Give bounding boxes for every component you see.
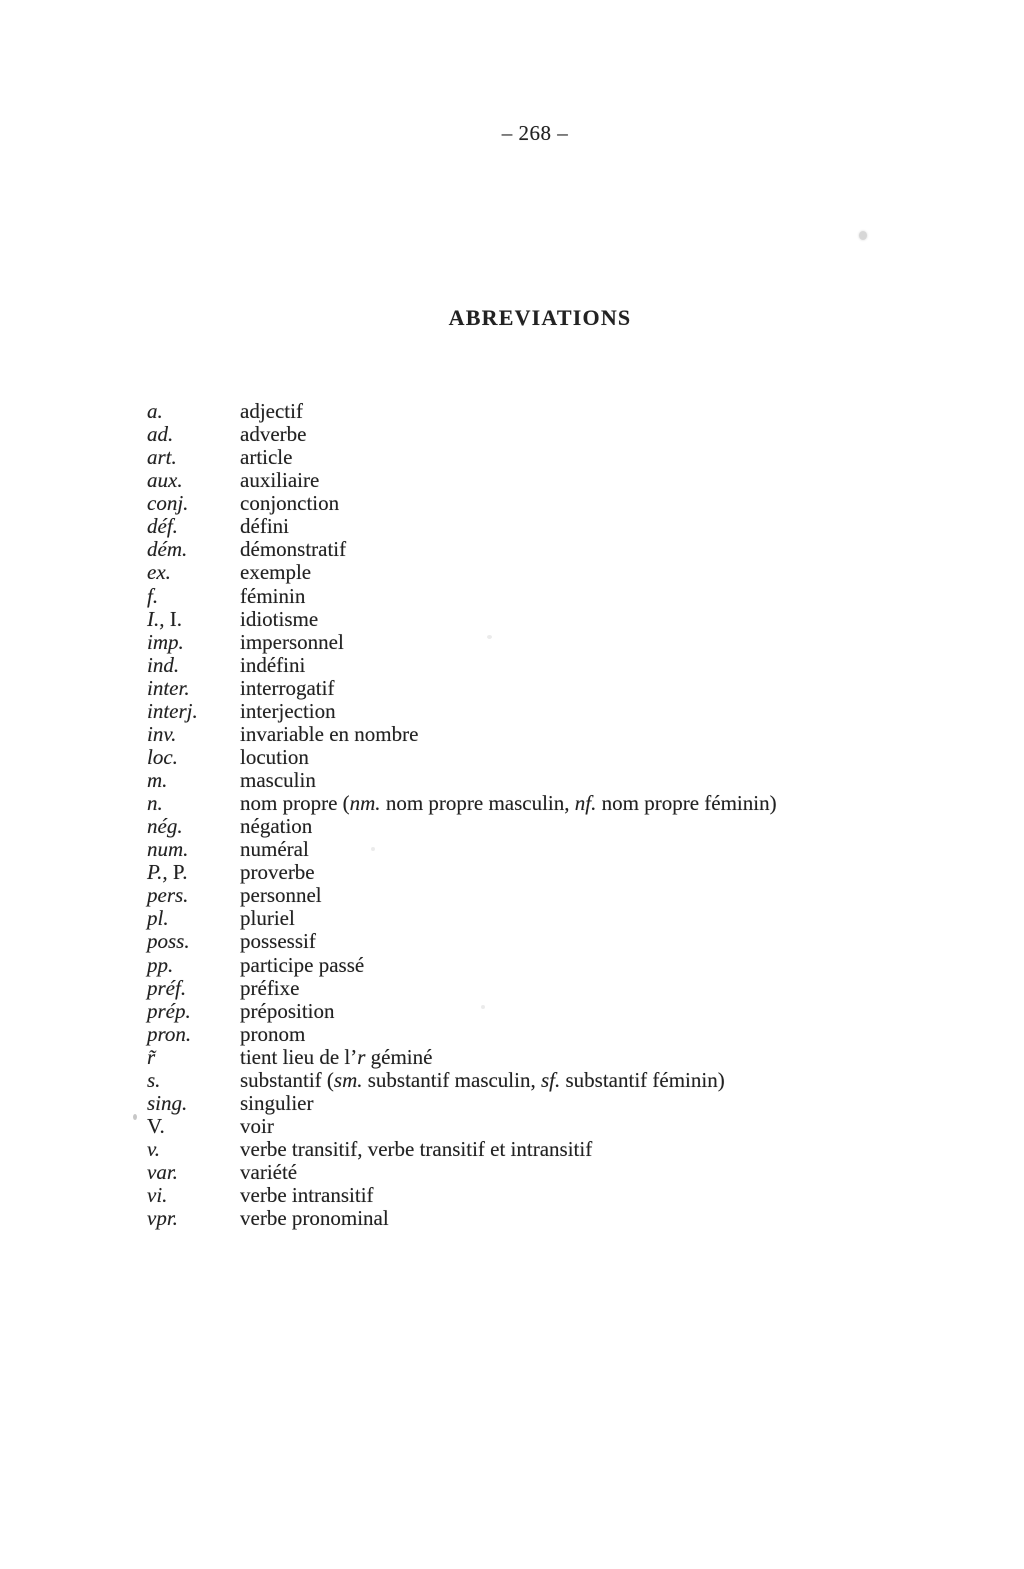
list-item — [147, 700, 777, 723]
list-item — [147, 446, 777, 469]
list-item — [147, 977, 777, 1000]
italic-text-run: poss. — [147, 929, 190, 954]
abbreviation-list — [147, 400, 777, 1230]
list-item — [147, 1023, 777, 1046]
text-run: verbe transitif, verbe transitif et intransitif — [240, 1137, 593, 1161]
abbreviation-term — [147, 930, 240, 953]
abbreviation-definition — [240, 838, 777, 861]
abbreviation-definition — [240, 677, 777, 700]
list-item — [147, 1092, 777, 1115]
abbreviation-term — [147, 561, 240, 584]
text-run: nom propre féminin) — [596, 791, 777, 816]
italic-text-run: loc. — [147, 744, 178, 769]
italic-text-run: I., — [147, 606, 170, 631]
text-run: invariable en nombre — [240, 721, 419, 746]
scan-speck — [371, 847, 375, 851]
abbreviation-term — [147, 769, 240, 792]
abbreviation-term — [147, 1023, 240, 1046]
abbreviation-definition — [240, 400, 777, 423]
abbreviation-term — [147, 723, 240, 746]
text-run: substantif masculin, — [362, 1067, 541, 1092]
abbreviation-term — [147, 654, 240, 677]
abbreviation-definition — [240, 746, 777, 769]
abbreviation-term — [147, 1207, 240, 1230]
list-item — [147, 515, 777, 538]
text-run: démonstratif — [240, 537, 347, 562]
scan-speck — [859, 231, 867, 240]
page-title: ABREVIATIONS — [448, 305, 632, 330]
abbreviation-term — [147, 1138, 240, 1161]
abbreviation-definition — [240, 654, 777, 677]
abbreviation-definition — [240, 815, 777, 838]
text-run: variété — [240, 1160, 298, 1185]
list-item — [147, 723, 777, 746]
text-run: géminé — [365, 1044, 433, 1069]
text-run: indéfini — [240, 652, 306, 677]
list-item — [147, 815, 777, 838]
text-run: personnel — [240, 883, 322, 908]
italic-text-run: inter. — [147, 675, 190, 700]
text-run: défini — [240, 514, 289, 539]
abbreviation-definition — [240, 930, 777, 953]
list-item — [147, 1069, 777, 1092]
abbreviation-definition — [240, 1115, 777, 1138]
scan-speck — [481, 1005, 485, 1009]
text-run: pronom — [240, 1021, 306, 1046]
text-run: préfixe — [240, 975, 300, 1000]
italic-text-run: dém. — [147, 537, 188, 562]
text-run: masculin — [240, 768, 316, 792]
text-run: idiotisme — [240, 606, 319, 631]
list-item — [147, 469, 777, 492]
abbreviation-definition — [240, 1023, 777, 1046]
abbreviation-term — [147, 977, 240, 1000]
abbreviation-term — [147, 700, 240, 723]
list-item — [147, 1115, 777, 1138]
text-run: possessif — [240, 929, 316, 954]
list-item — [147, 1046, 777, 1069]
italic-text-run: sf. — [540, 1067, 561, 1092]
list-item — [147, 631, 777, 654]
italic-text-run: ad. — [147, 422, 174, 447]
list-item — [147, 608, 777, 631]
abbreviation-term — [147, 677, 240, 700]
text-run: interrogatif — [240, 675, 335, 700]
italic-text-run: v. — [147, 1137, 161, 1161]
italic-text-run: pl. — [147, 906, 169, 931]
italic-text-run: n. — [147, 791, 163, 816]
abbreviation-definition — [240, 515, 777, 538]
text-run: tient lieu de l’ — [240, 1044, 358, 1069]
italic-text-run: pp. — [147, 952, 174, 977]
text-run: V. — [147, 1113, 165, 1138]
abbreviation-term — [147, 792, 240, 815]
abbreviation-term — [147, 1046, 240, 1069]
abbreviation-term — [147, 1161, 240, 1184]
abbreviation-term — [147, 1000, 240, 1023]
text-run: verbe intransitif — [240, 1183, 374, 1208]
list-item — [147, 792, 777, 815]
text-run: féminin — [240, 583, 306, 608]
abbreviation-term — [147, 884, 240, 907]
abbreviation-definition — [240, 769, 777, 792]
italic-text-run: pers. — [147, 883, 189, 908]
list-item — [147, 585, 777, 608]
list-item — [147, 677, 777, 700]
text-run: auxiliaire — [240, 468, 320, 493]
abbreviation-definition — [240, 861, 777, 884]
text-run: singulier — [240, 1090, 314, 1115]
italic-text-run: ind. — [147, 652, 180, 677]
abbreviation-definition — [240, 1207, 777, 1230]
list-item — [147, 884, 777, 907]
abbreviation-term — [147, 815, 240, 838]
text-run: nom propre ( — [240, 791, 350, 816]
abbreviation-term — [147, 515, 240, 538]
text-run: proverbe — [240, 860, 315, 885]
italic-text-run: pron. — [147, 1021, 192, 1046]
text-run: négation — [240, 814, 313, 839]
text-run: substantif féminin) — [560, 1067, 725, 1092]
abbreviation-definition — [240, 723, 777, 746]
text-run: numéral — [240, 837, 309, 862]
text-run: substantif ( — [240, 1067, 334, 1092]
list-item — [147, 561, 777, 584]
italic-text-run: nm. — [349, 791, 381, 816]
italic-text-run: imp. — [147, 629, 184, 654]
text-run: impersonnel — [240, 629, 344, 654]
abbreviation-term — [147, 469, 240, 492]
italic-text-run: f. — [147, 583, 159, 608]
list-item — [147, 930, 777, 953]
text-run: participe passé — [240, 952, 365, 977]
abbreviation-definition — [240, 1000, 777, 1023]
italic-text-run: sm. — [333, 1067, 363, 1092]
italic-text-run: conj. — [147, 491, 189, 516]
abbreviation-term — [147, 1115, 240, 1138]
abbreviation-definition — [240, 446, 777, 469]
list-item — [147, 538, 777, 561]
abbreviation-definition — [240, 1092, 777, 1115]
abbreviation-term — [147, 838, 240, 861]
text-run: interjection — [240, 698, 336, 723]
text-run: exemple — [240, 560, 312, 585]
abbreviation-term — [147, 907, 240, 930]
abbreviation-term — [147, 492, 240, 515]
text-run: adjectif — [240, 399, 303, 423]
italic-text-run: art. — [147, 445, 177, 470]
abbreviation-definition — [240, 1046, 777, 1069]
page-number: – 268 – — [501, 121, 569, 145]
list-item — [147, 654, 777, 677]
italic-text-run: r̃ — [147, 1044, 156, 1069]
abbreviation-definition — [240, 585, 777, 608]
italic-text-run: nég. — [147, 814, 183, 839]
abbreviation-definition — [240, 1069, 777, 1092]
text-run: préposition — [240, 998, 335, 1023]
italic-text-run: s. — [147, 1067, 161, 1092]
italic-text-run: num. — [147, 837, 189, 862]
abbreviation-definition — [240, 954, 777, 977]
list-item — [147, 492, 777, 515]
italic-text-run: aux. — [147, 468, 183, 493]
list-item — [147, 1207, 777, 1230]
abbreviation-definition — [240, 492, 777, 515]
abbreviation-term — [147, 1184, 240, 1207]
italic-text-run: ex. — [147, 560, 171, 585]
italic-text-run: vpr. — [147, 1206, 178, 1231]
text-run: locution — [240, 744, 309, 769]
italic-text-run: inv. — [147, 721, 177, 746]
abbreviation-definition — [240, 977, 777, 1000]
abbreviation-definition — [240, 700, 777, 723]
text-run: verbe pronominal — [240, 1206, 389, 1231]
abbreviation-definition — [240, 1161, 777, 1184]
abbreviation-term — [147, 608, 240, 631]
italic-text-run: vi. — [147, 1183, 168, 1208]
list-item — [147, 746, 777, 769]
abbreviation-term — [147, 861, 240, 884]
text-run: pluriel — [240, 906, 295, 931]
list-item — [147, 1184, 777, 1207]
abbreviation-term — [147, 746, 240, 769]
text-run: adverbe — [240, 422, 307, 447]
italic-text-run: r — [357, 1044, 366, 1069]
abbreviation-term — [147, 954, 240, 977]
list-item — [147, 861, 777, 884]
italic-text-run: var. — [147, 1160, 178, 1185]
list-item — [147, 1138, 777, 1161]
text-run: conjonction — [240, 491, 340, 516]
abbreviation-definition — [240, 608, 777, 631]
italic-text-run: déf. — [147, 514, 178, 539]
italic-text-run: prép. — [147, 998, 191, 1023]
abbreviation-definition — [240, 884, 777, 907]
abbreviation-definition — [240, 1138, 777, 1161]
list-item — [147, 769, 777, 792]
list-item — [147, 1161, 777, 1184]
italic-text-run: préf. — [147, 975, 187, 1000]
text-run: article — [240, 445, 293, 470]
list-item — [147, 1000, 777, 1023]
scan-speck — [487, 635, 492, 639]
list-item — [147, 838, 777, 861]
text-run: nom propre masculin, — [380, 791, 575, 816]
list-item — [147, 400, 777, 423]
abbreviation-term — [147, 400, 240, 423]
italic-text-run: interj. — [147, 698, 198, 723]
abbreviation-definition — [240, 1184, 777, 1207]
text-run: P. — [172, 860, 188, 885]
text-run: voir — [240, 1113, 274, 1138]
abbreviation-term — [147, 1092, 240, 1115]
abbreviation-definition — [240, 538, 777, 561]
list-item — [147, 423, 777, 446]
abbreviation-definition — [240, 561, 777, 584]
abbreviation-term — [147, 423, 240, 446]
abbreviation-definition — [240, 907, 777, 930]
italic-text-run: a. — [147, 399, 163, 423]
abbreviation-term — [147, 1069, 240, 1092]
abbreviation-definition — [240, 631, 777, 654]
italic-text-run: m. — [147, 768, 168, 792]
abbreviation-term — [147, 538, 240, 561]
abbreviation-term — [147, 446, 240, 469]
abbreviation-definition — [240, 423, 777, 446]
italic-text-run: nf. — [574, 791, 597, 816]
abbreviation-definition — [240, 792, 777, 815]
list-item — [147, 907, 777, 930]
scan-speck — [133, 1114, 137, 1120]
italic-text-run: sing. — [147, 1090, 188, 1115]
italic-text-run: P., — [147, 860, 173, 885]
list-item — [147, 954, 777, 977]
abbreviation-term — [147, 585, 240, 608]
abbreviation-term — [147, 631, 240, 654]
abbreviation-definition — [240, 469, 777, 492]
text-run: I. — [169, 606, 182, 631]
